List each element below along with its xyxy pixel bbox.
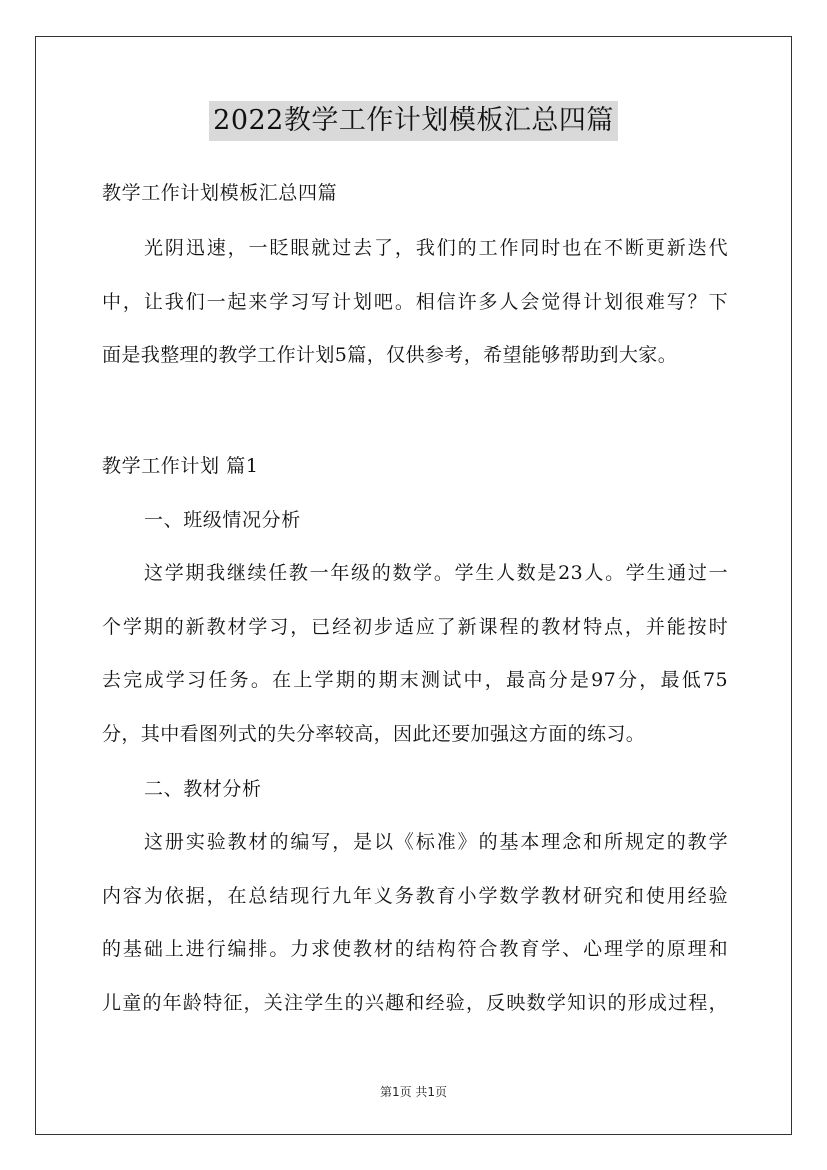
part1-line: 个学期的新教材学习，已经初步适应了新课程的教材特点，并能按时	[102, 615, 728, 638]
section-heading: 教学工作计划 篇1	[102, 455, 259, 477]
part2-line: 儿童的年龄特征，关注学生的兴趣和经验，反映数学知识的形成过程，	[102, 991, 728, 1014]
part1-line: 分，其中看图列式的失分率较高，因此还要加强这方面的练习。	[102, 722, 646, 745]
part2-line: 的基础上进行编排。力求使教材的结构符合教育学、心理学的原理和	[102, 938, 728, 960]
part1-line: 这学期我继续任教一年级的数学。学生人数是23人。学生通过一	[144, 562, 728, 584]
part2-heading: 二、教材分析	[144, 778, 262, 800]
part1-line: 去完成学习任务。在上学期的期末测试中，最高分是97分，最低75	[102, 669, 728, 691]
part2-line: 内容为依据，在总结现行九年义务教育小学数学教材研究和使用经验	[102, 884, 728, 907]
document-subtitle: 教学工作计划模板汇总四篇	[102, 182, 338, 204]
title-container	[0, 101, 827, 141]
page-footer: 第1页 共1页	[379, 1085, 448, 1099]
part2-paragraph	[102, 829, 728, 1043]
intro-line: 光阴迅速，一眨眼就过去了，我们的工作同时也在不断更新迭代	[144, 237, 728, 259]
part1-paragraph	[102, 560, 728, 774]
part2-line: 这册实验教材的编写，是以《标准》的基本理念和所规定的教学	[144, 831, 728, 853]
intro-line: 中，让我们一起来学习写计划吧。相信许多人会觉得计划很难写？下	[102, 290, 728, 313]
document-title: 2022教学工作计划模板汇总四篇	[209, 101, 618, 141]
intro-paragraph	[102, 235, 728, 396]
intro-line: 面是我整理的教学工作计划5篇，仅供参考，希望能够帮助到大家。	[102, 344, 678, 366]
part1-heading: 一、班级情况分析	[144, 509, 301, 531]
